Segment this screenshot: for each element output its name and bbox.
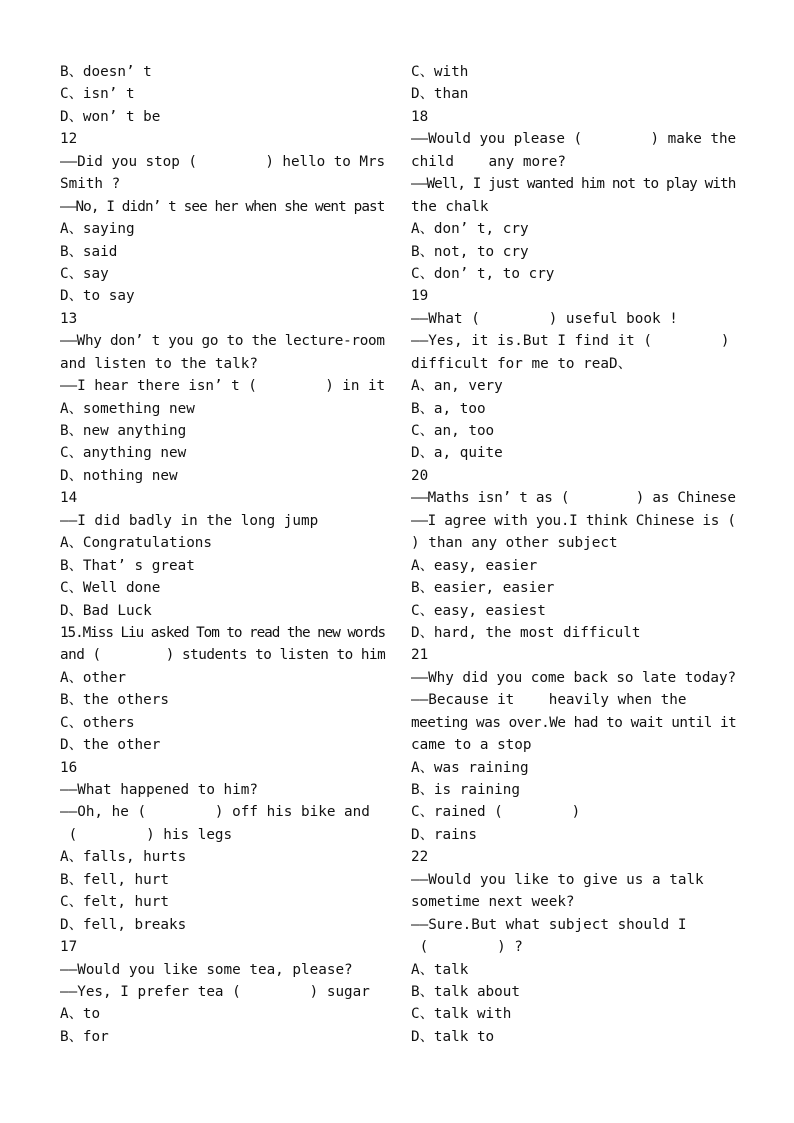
text-line: D、talk to <box>411 1028 495 1045</box>
text-line: 20 <box>411 467 429 484</box>
text-line: D、won’ t be <box>60 108 161 125</box>
text-line: C、Well done <box>60 580 161 597</box>
text-line: ——Would you like some tea, please? <box>60 961 353 978</box>
text-line: ——Because it heavily when the <box>411 692 687 709</box>
text-line: ——Did you stop ( ) hello to Mrs <box>60 153 386 170</box>
text-line: D、nothing new <box>60 467 178 484</box>
text-line: B、doesn’ t <box>60 64 152 80</box>
text-line: D、a, quite <box>411 445 503 462</box>
text-line: A、falls, hurts <box>60 849 187 866</box>
text-line: C、others <box>60 714 135 731</box>
text-line: ——Well, I just wanted him not to play with <box>411 176 736 193</box>
text-line: C、easy, easiest <box>411 602 546 619</box>
text-line: ( ) his legs <box>60 826 233 843</box>
text-line: 17 <box>60 939 78 956</box>
text-line: B、easier, easier <box>411 580 555 597</box>
text-line: ——Oh, he ( ) off his bike and <box>60 804 370 821</box>
text-line: B、fell, hurt <box>60 871 169 888</box>
text-line: sometime next week? <box>411 894 575 911</box>
text-line: A、an, very <box>411 378 503 395</box>
text-line: D、to say <box>60 288 135 305</box>
text-line: ) than any other subject <box>411 535 618 552</box>
text-line: B、said <box>60 243 118 260</box>
text-line: D、the other <box>60 737 161 754</box>
text-line: C、an, too <box>411 423 495 439</box>
text-line: and ( ) students to listen to him <box>60 647 386 664</box>
text-line: 14 <box>60 490 78 507</box>
text-line: B、for <box>60 1028 109 1045</box>
text-line: ——Would you please ( ) make the <box>411 131 737 148</box>
text-line: difficult for me to reaD、 <box>411 355 632 372</box>
text-line: came to a stop <box>411 737 532 754</box>
text-line: A、other <box>60 669 126 686</box>
text-line: 18 <box>411 108 429 125</box>
text-line: ——Maths isn’ t as ( ) as Chinese <box>411 490 736 507</box>
text-line: B、That’ s great <box>60 557 195 574</box>
text-line: 12 <box>60 131 78 148</box>
text-line: child any more? <box>411 153 566 170</box>
text-line: B、new anything <box>60 423 187 439</box>
text-line: C、isn’ t <box>60 86 135 103</box>
text-line: ——No, I didn’ t see her when she went past <box>60 198 385 215</box>
text-line: B、talk about <box>411 983 520 1000</box>
text-line: ——I agree with you.I think Chinese is ( <box>411 512 736 529</box>
text-line: ——Yes, I prefer tea ( ) sugar <box>60 983 370 1000</box>
text-line: B、a, too <box>411 400 486 417</box>
text-line: A、was raining <box>411 759 529 776</box>
text-line: A、don’ t, cry <box>411 221 529 238</box>
text-line: the chalk <box>411 198 489 215</box>
text-line: ——I hear there isn’ t ( ) in it <box>60 378 386 395</box>
text-line: 22 <box>411 849 429 866</box>
text-line: B、the others <box>60 692 169 709</box>
text-line: 16 <box>60 759 78 776</box>
text-line: 15.Miss Liu asked Tom to read the new words <box>60 624 386 641</box>
text-line: D、than <box>411 86 469 103</box>
text-line: C、don’ t, to cry <box>411 265 555 282</box>
text-line: D、fell, breaks <box>60 916 187 933</box>
text-line: C、say <box>60 265 109 282</box>
text-line: C、talk with <box>411 1006 512 1023</box>
text-line: 21 <box>411 647 429 664</box>
text-line: C、anything new <box>60 445 187 462</box>
text-line: C、rained ( ) <box>411 804 581 821</box>
text-line: A、something new <box>60 400 195 417</box>
text-line: A、to <box>60 1006 101 1023</box>
text-line: and listen to the talk? <box>60 355 258 372</box>
text-line: 13 <box>60 310 78 327</box>
left-column <box>60 61 385 1048</box>
text-line: Smith ? <box>60 176 121 193</box>
text-line: ——Would you like to give us a talk <box>411 871 704 888</box>
text-line: meeting was over.We had to wait until it <box>411 714 737 731</box>
text-line: D、Bad Luck <box>60 602 152 619</box>
text-line: ( ) ? <box>411 939 523 956</box>
text-line: A、easy, easier <box>411 557 538 574</box>
text-line: ——Why did you come back so late today? <box>411 669 737 686</box>
text-line: A、Congratulations <box>60 535 213 552</box>
text-line: C、felt, hurt <box>60 894 169 911</box>
text-line: 19 <box>411 288 429 305</box>
text-line: ——Yes, it is.But I find it ( ) <box>411 333 730 350</box>
text-line: A、talk <box>411 961 469 978</box>
text-line: B、not, to cry <box>411 243 529 260</box>
text-line: ——What happened to him? <box>60 782 258 798</box>
text-line: A、saying <box>60 221 135 238</box>
text-line: ——Sure.But what subject should I <box>411 916 687 933</box>
text-line: D、rains <box>411 826 477 843</box>
text-line: ——I did badly in the long jump <box>60 512 319 529</box>
text-line: C、with <box>411 64 469 80</box>
text-line: B、is raining <box>411 782 520 798</box>
text-line: ——Why don’ t you go to the lecture-room <box>60 333 385 350</box>
text-line: ——What ( ) useful book ! <box>411 310 678 327</box>
text-line: D、hard, the most difficult <box>411 624 641 641</box>
right-column <box>411 61 736 1048</box>
